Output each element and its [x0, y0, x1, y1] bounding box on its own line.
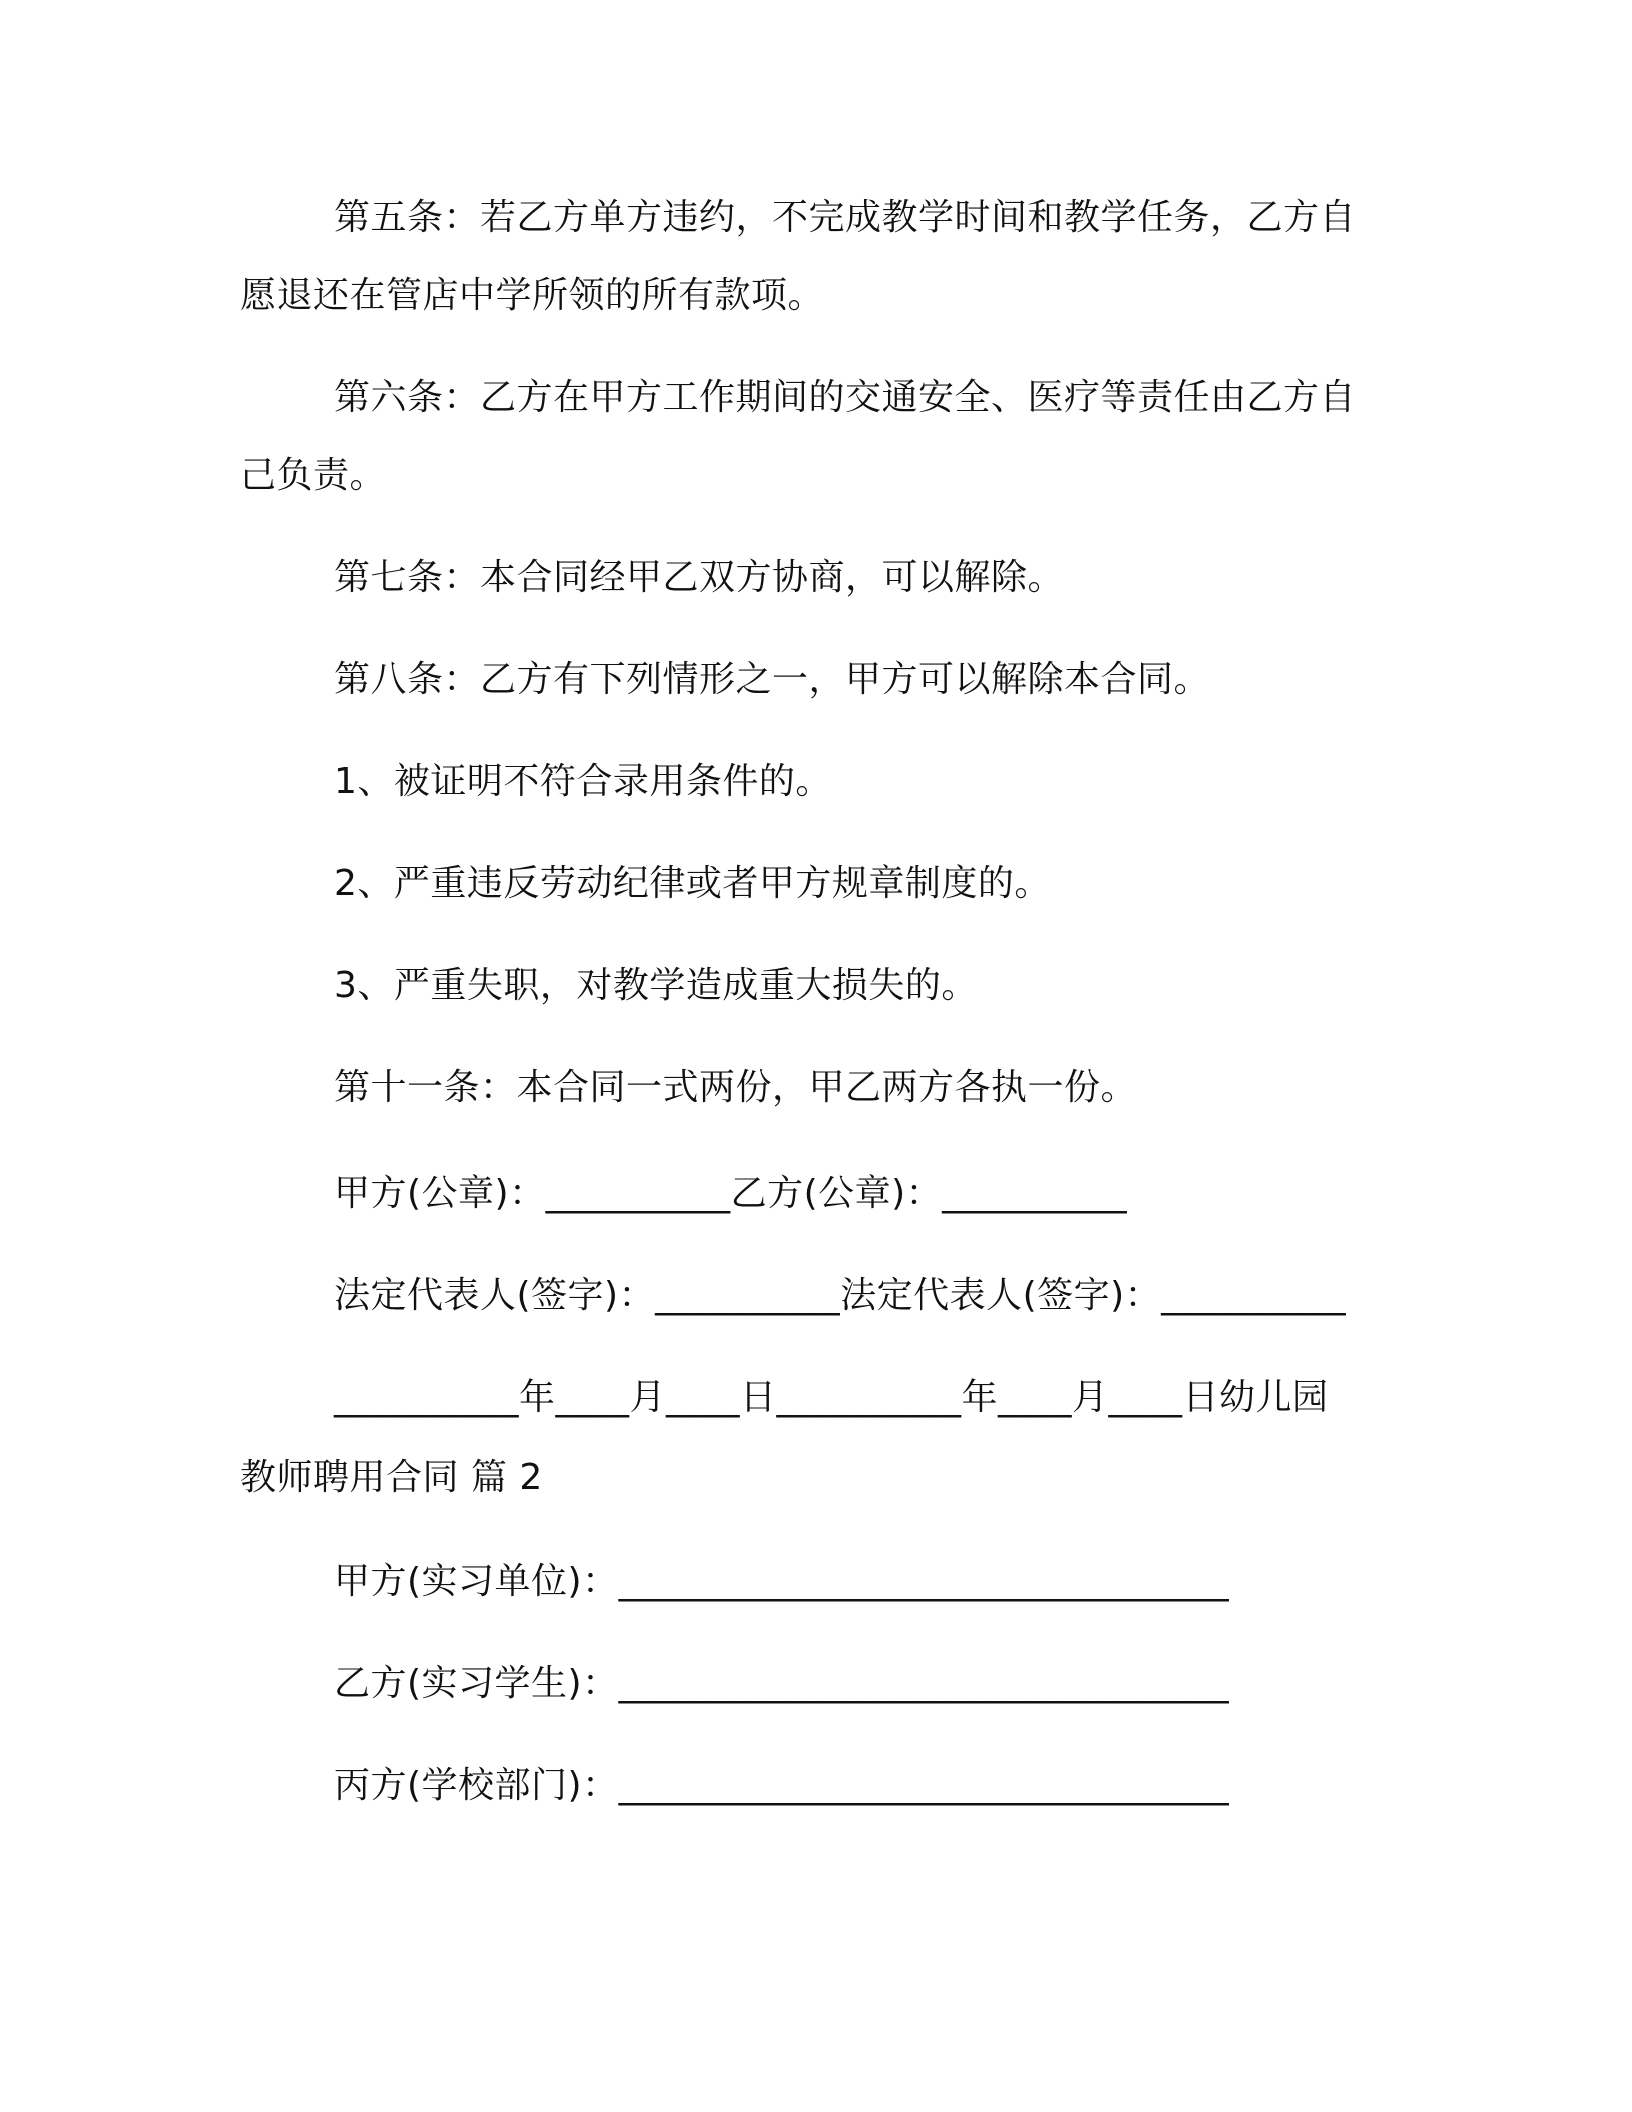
article-7: 第七条：本合同经甲乙双方协商，可以解除。 [334, 557, 1065, 598]
clause-item-2: 2、严重违反劳动纪律或者甲方规章制度的。 [334, 863, 1051, 904]
article-6-line-1: 第六条：乙方在甲方工作期间的交通安全、医疗等责任由乙方自 [334, 377, 1357, 418]
legal-rep-signature-line: 法定代表人(签字)：__________法定代表人(签字)：__________ [334, 1275, 1347, 1316]
clause-item-1: 1、被证明不符合录用条件的。 [334, 761, 832, 802]
article-5-line-2: 愿退还在管店中学所领的所有款项。 [240, 275, 825, 316]
date-line: __________年____月____日__________年____月____日幼儿园 [334, 1377, 1329, 1418]
party-a-field: 甲方(实习单位)：_________________________________ [334, 1561, 1230, 1602]
article-5-line-1: 第五条：若乙方单方违约，不完成教学时间和教学任务，乙方自 [334, 197, 1357, 238]
article-6-line-2: 己负责。 [240, 455, 387, 496]
section-title: 教师聘用合同 篇 2 [240, 1457, 543, 1498]
seal-signature-line: 甲方(公章)：__________乙方(公章)：__________ [334, 1173, 1128, 1214]
clause-item-3: 3、严重失职，对教学造成重大损失的。 [334, 965, 978, 1006]
article-11: 第十一条：本合同一式两份，甲乙两方各执一份。 [334, 1067, 1138, 1108]
party-c-field: 丙方(学校部门)：_________________________________ [334, 1765, 1230, 1806]
party-b-field: 乙方(实习学生)：_________________________________ [334, 1663, 1230, 1704]
article-8: 第八条：乙方有下列情形之一，甲方可以解除本合同。 [334, 659, 1211, 700]
